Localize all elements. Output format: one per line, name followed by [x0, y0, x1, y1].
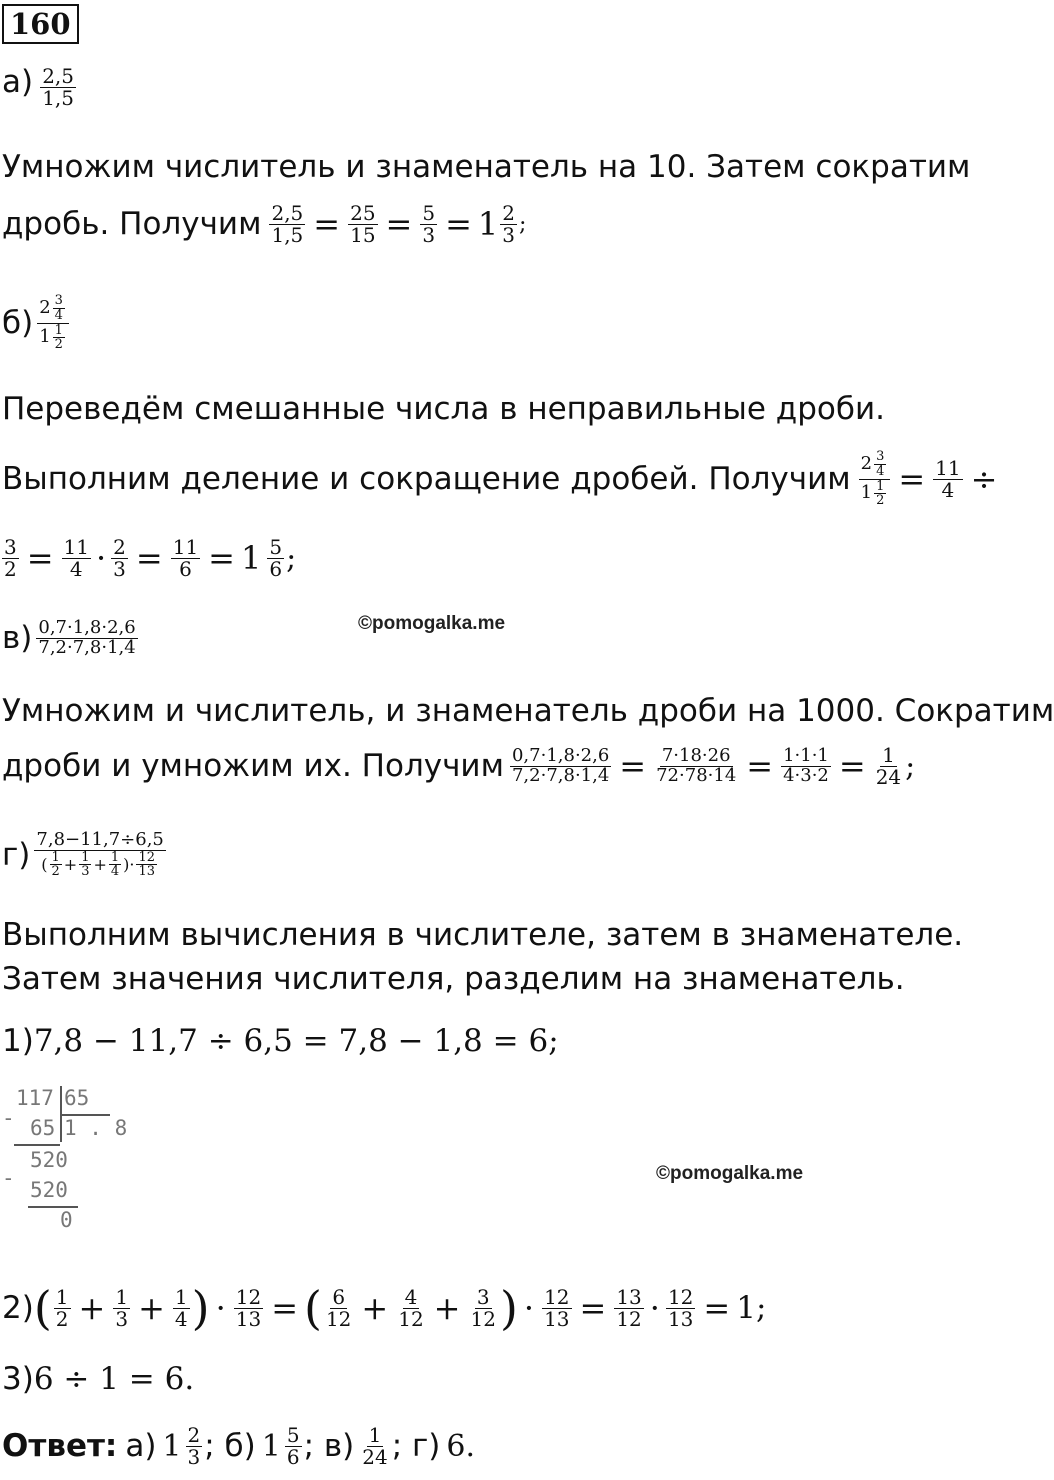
part-g-label: г): [2, 837, 31, 873]
part-a-solution: дробь. Получим $\frac{2,5}{1,5}$ = $\frac{25}{15}$ = $\frac{5}{3}$ = 1 2 3 ;: [2, 200, 527, 247]
part-b-step2: $\frac{3}{2}$: [4, 534, 17, 581]
part-a-header: [2, 64, 78, 109]
part-v-chain-3: $\frac{1\cdot 1\cdot 1}{4\cdot 3\cdot 2}$: [783, 744, 829, 786]
part-b-text-1: Переведём смешанные числа в неправильные дроби.: [2, 391, 885, 427]
answer-g: 6.: [446, 1428, 476, 1464]
part-b-step4: $\frac{11}{6}$: [172, 534, 199, 581]
part-a-fraction: $\frac{2,5}{1,5}$: [42, 64, 74, 110]
part-b-step3a: $\frac{11}{4}$: [63, 534, 89, 581]
watermark-1: ©pomogalka.me: [358, 613, 506, 634]
part-v-chain-4: $\frac{1}{24}$: [875, 742, 902, 789]
part-v-fraction: 0,7·1,8·2,6 7,2·7,8·1,4: [38, 616, 136, 658]
part-b-label: б): [2, 305, 34, 341]
part-b-header: [2, 276, 71, 370]
part-g-header: [2, 814, 168, 896]
long-division: - 117 65 65 1 . 8 - 520 520 0: [2, 1086, 128, 1232]
part-v-solution: дроби и умножим их. Получим $\frac{0,7\cdot 1,8\cdot 2,6}{7,2\cdot 7,8\cdot 1,4}$ = $\frac{7\cdot 18\cdot 26}{72\cdot 78\cdot 14}$ = $\frac{1\cdot 1\cdot 1}{4\cdot 3\cdot 2}$ = $\frac{1}{24}$ ;: [2, 742, 916, 789]
part-g-step3: 3)6 ÷ 1 = 6.: [2, 1361, 195, 1397]
part-b-text-2: Выполним деление и сокращение дробей. Получим: [2, 461, 851, 497]
part-v-text-1: Умножим и числитель, и знаменатель дроби на 1000. Сократим: [2, 693, 1054, 729]
part-v-text-2: дроби и умножим их. Получим: [2, 748, 504, 784]
part-a-text-2: дробь. Получим: [2, 206, 262, 242]
part-g-text-1: Выполним вычисления в числителе, затем в знаменателе.: [2, 917, 964, 953]
part-a-chain-2: $\frac{25}{15}$: [350, 200, 376, 247]
part-g-text-2: Затем значения числителя, разделим на знаменатель.: [2, 961, 905, 997]
part-b-fraction: 2 3 4 1 1 2: [37, 294, 69, 352]
part-b-result: 1 5 6: [240, 534, 283, 581]
answer-b: 1 5 6: [261, 1422, 300, 1469]
part-b-solution-line1: Выполним деление и сокращение дробей. Получим 2 3 4 1 1 2 = $\frac{11}{4}$ ÷: [2, 449, 998, 509]
part-a-result: 1 2 3: [477, 200, 515, 247]
part-v-chain-2: $\frac{7\cdot 18\cdot 26}{72\cdot 78\cdot 14}$: [656, 744, 737, 786]
part-a-text-1: Умножим числитель и знаменатель на 10. Затем сократим: [2, 149, 971, 185]
part-b-solution-line2: $\frac{3}{2}$ = $\frac{11}{4}$ · $\frac{2}{3}$ = $\frac{11}{6}$ = 1 5 6 ;: [4, 534, 297, 581]
answer-label: Ответ:: [2, 1428, 118, 1464]
part-g-step1: 1)7,8 − 11,7 ÷ 6,5 = 7,8 − 1,8 = 6;: [2, 1023, 559, 1059]
answer-v: 1 24: [362, 1422, 388, 1469]
watermark-2: ©pomogalka.me: [656, 1163, 804, 1184]
part-b-step1: $\frac{11}{4}$: [935, 455, 961, 502]
part-b-step3b: $\frac{2}{3}$: [113, 534, 126, 581]
part-a-label: а): [2, 64, 34, 100]
part-v-header: [2, 606, 140, 670]
part-a-chain-1: $\frac{2,5}{1,5}$: [271, 200, 304, 247]
answer-a: 1 2 3: [162, 1422, 201, 1469]
part-v-label: в): [2, 620, 33, 656]
part-b-expr: 2 3 4 1 1 2: [859, 450, 891, 508]
problem-number: 160: [2, 4, 79, 44]
part-g-fraction: 7,8−11,7÷6,5 ( 1 2 + $\frac{1}{3}$ + $\frac{1}{4}$ )· 12 13: [36, 828, 164, 880]
part-v-chain-1: $\frac{0,7\cdot 1,8\cdot 2,6}{7,2\cdot 7,8\cdot 1,4}$: [511, 744, 610, 786]
part-g-step2: 2) ( 1 2 + $\frac{1}{3}$ + $\frac{1}{4}$ ) · $\frac{12}{13}$ = ( 6 12 + $\frac{4}{12}$ + $\frac{3}{12}$ ) · $\frac{12}{13}$ = $\frac{13}{12}$ · $\frac{12}{13}$ = 1;: [2, 1281, 767, 1335]
answer-line: Ответ: а) 1 2 3 ; б) 1 5 6 ; в) 1 24 ; г) 6.: [2, 1422, 476, 1469]
part-a-chain-3: $\frac{5}{3}$: [422, 200, 436, 247]
